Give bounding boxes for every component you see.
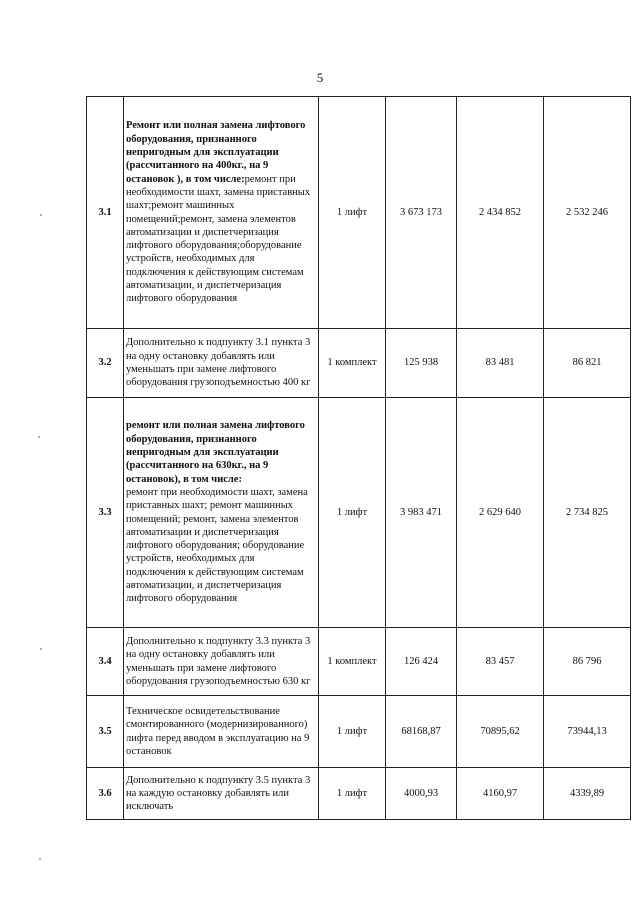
item-value-3: 86 796 [544,628,631,696]
item-description: Дополнительно к подпункту 3.3 пункта 3 на одну остановку добавлять или уменьшать при замене лифтового оборудования грузоподъемностью 630 кг [124,628,319,696]
table-row [87,398,631,628]
item-unit: 1 комплект [319,329,386,398]
item-unit: 1 лифт [319,398,386,628]
item-value-2: 2 434 852 [457,97,544,329]
item-number: 3.4 [87,628,124,696]
item-value-3: 86 821 [544,329,631,398]
item-value-2: 83 457 [457,628,544,696]
item-value-2: 83 481 [457,329,544,398]
table-row [87,628,631,696]
item-value-1: 68168,87 [386,696,457,768]
table-row [87,97,631,329]
item-description [124,398,319,628]
item-value-2: 2 629 640 [457,398,544,628]
item-description: Дополнительно к подпункту 3.1 пункта 3 на одну остановку добавлять или уменьшать при замене лифтового оборудования грузоподъемностью 400 кг [124,329,319,398]
item-value-3: 2 532 246 [544,97,631,329]
item-description [124,97,319,329]
table-row [87,329,631,398]
item-value-1: 126 424 [386,628,457,696]
item-value-1: 3 673 173 [386,97,457,329]
item-number: 3.6 [87,768,124,820]
specification-table [86,96,631,820]
table-row [87,696,631,768]
item-unit: 1 лифт [319,696,386,768]
item-number: 3.1 [87,97,124,329]
item-description-heading: ремонт или полная замена лифтового оборудования, признанного непригодным для эксплуатации (рассчитанного на 630кг., на 9 остановок), в том числе: [126,420,305,485]
item-number: 3.5 [87,696,124,768]
item-description-text: ремонт при необходимости шахт, замена приставных шахт;ремонт машинных помещений;ремонт, замена элементов автоматизации и диспетчеризация лифтового оборудования;оборудование устройств, необходимых для подключения к действующим системам автоматизации, и диспетчеризация лифтового оборудования [126,173,311,305]
item-value-2: 4160,97 [457,768,544,820]
item-value-1: 4000,93 [386,768,457,820]
item-value-2: 70895,62 [457,696,544,768]
item-description-text: ремонт при необходимости шахт, замена приставных шахт; ремонт машинных помещений; ремонт, замена элементов автоматизации и диспетчеризация лифтового оборудования; оборудование устройств, необходимых для подключения к действующим системам автоматизации, и диспетчеризация лифтового оборудования [126,486,308,605]
item-unit: 1 лифт [319,97,386,329]
page-number: 5 [316,70,324,85]
item-unit: 1 лифт [319,768,386,820]
item-description: Техническое освидетельствование смонтированного (модернизированного) лифта перед вводом в эксплуатацию на 9 остановок [124,696,319,768]
item-value-1: 3 983 471 [386,398,457,628]
item-number: 3.2 [87,329,124,398]
item-description-heading: Ремонт или полная замена лифтового оборудования, признанного непригодным для эксплуатации (рассчитанного на 400кг., на 9 остановок ), в том числе: [126,120,306,185]
item-description: Дополнительно к подпункту 3.5 пункта 3 на каждую остановку добавлять или исключать [124,768,319,820]
item-unit: 1 комплект [319,628,386,696]
item-number: 3.3 [87,398,124,628]
scan-speck [40,214,42,216]
scan-speck [38,436,40,438]
scan-speck [39,858,41,860]
item-value-3: 73944,13 [544,696,631,768]
item-value-3: 4339,89 [544,768,631,820]
scan-speck [40,648,42,650]
item-value-1: 125 938 [386,329,457,398]
item-value-3: 2 734 825 [544,398,631,628]
table-row [87,768,631,820]
